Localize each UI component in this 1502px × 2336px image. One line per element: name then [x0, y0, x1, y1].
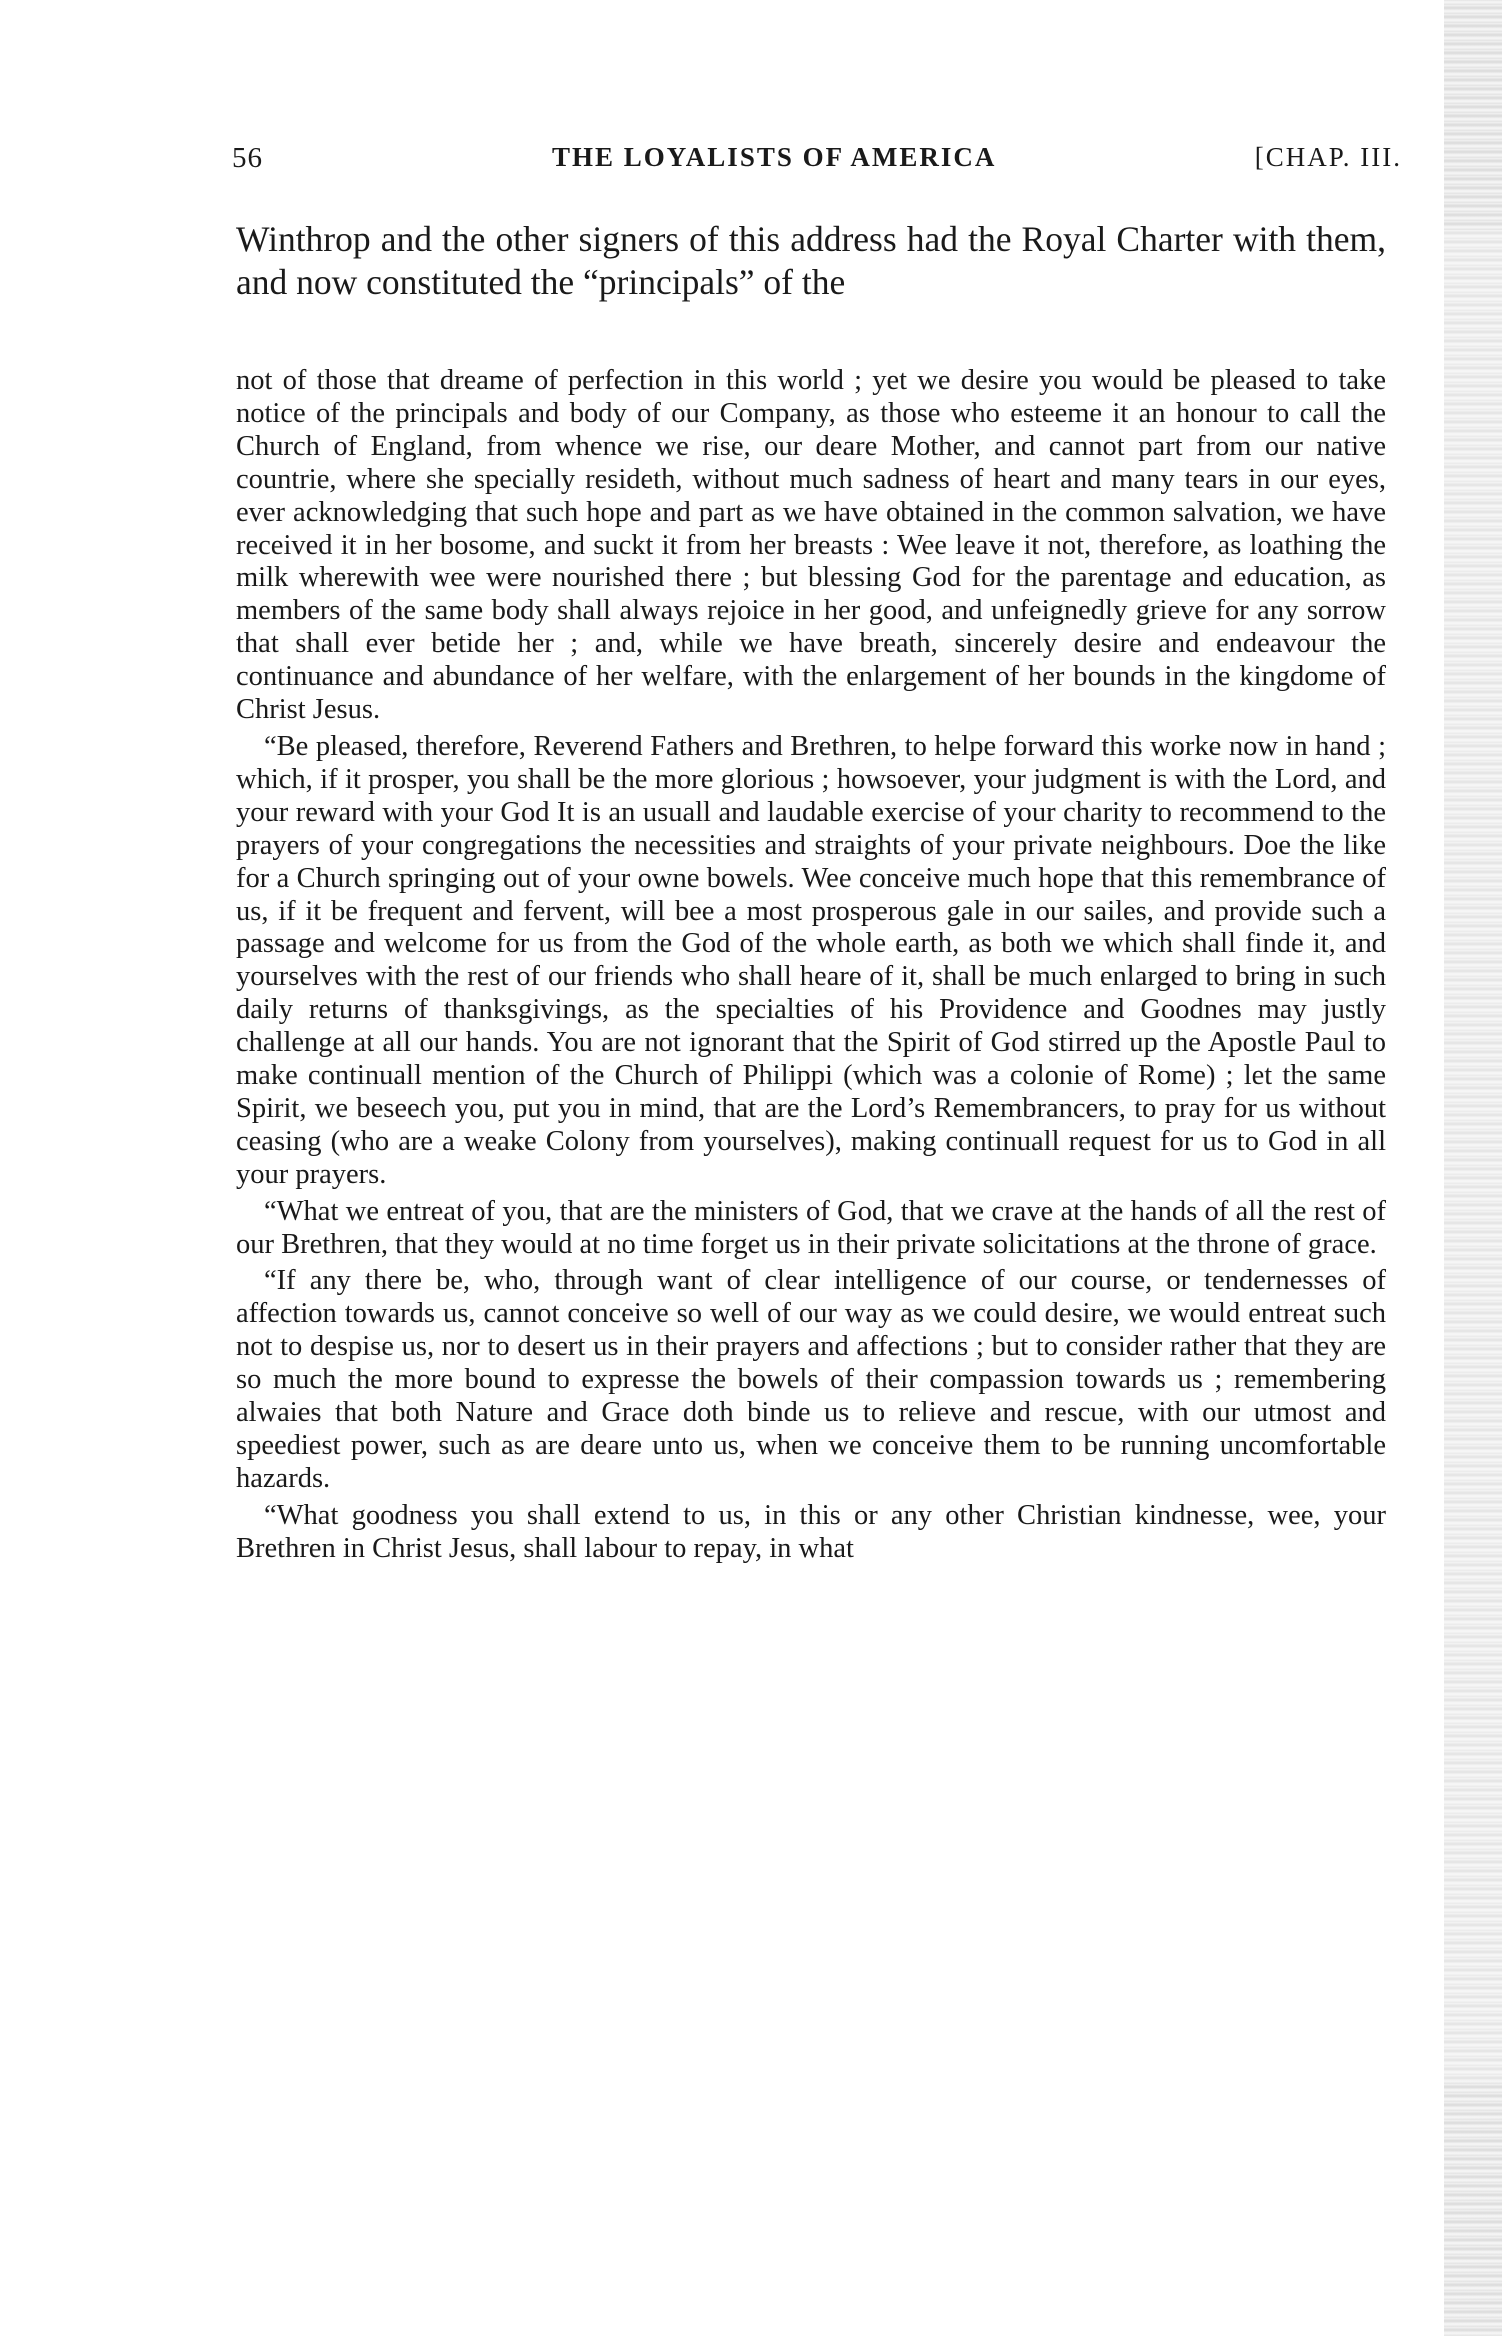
quote-paragraph: “Be pleased, therefore, Reverend Fathers and Brethren, to helpe forward this worke now in hand ; which, if it prosper, you shall be the more glorious ; howsoever, your judgment is with the Lord, and your reward with your God It is an usuall and laudable exercise of your charity to recommend to the prayers of your congregations the necessities and straights of your private neighbours. Doe the like for a Church springing out of your owne bowels. Wee conceive much hope that this remembrance of us, if it be frequent and fervent, will bee a most prosperous gale in our sailes, and provide such a passage and welcome for us from the God of the whole earth, as both we which shall finde it, and yourselves with the rest of our friends who shall heare of it, shall be much enlarged to bring in such daily returns of thanksgivings, as the specialties of his Providence and Goodnes may justly challenge at all our hands. You are not ignorant that the Spirit of God stirred up the Apostle Paul to make continuall mention of the Church of Philippi (which was a colonie of Rome) ; let the same Spirit, we beseech you, put you in mind, that are the Lord’s Remembrancers, to pray for us without ceasing (who are a weake Colony from yourselves), making continuall request for us to God in all your prayers. — [236, 730, 1386, 1190]
quote-paragraph: “If any there be, who, through want of clear intelligence of our course, or tendernesses of affection towards us, cannot conceive so well of our way as we could desire, we would entreat such not to despise us, nor to desert us in their prayers and affections ; but to consider rather that they are so much the more bound to expresse the bowels of their compassion towards us ; remembering alwaies that both Nature and Grace doth binde us to relieve and rescue, with our utmost and speediest power, such as are deare unto us, when we conceive them to be running uncomfortable hazards. — [236, 1265, 1386, 1494]
page-number: 56 — [232, 142, 263, 174]
chapter-label: [CHAP. III. — [1254, 142, 1402, 172]
page-edge-scan-shadow-top — [1444, 0, 1502, 230]
quoted-address — [236, 365, 1386, 1566]
running-header — [232, 142, 1402, 182]
quote-paragraph: “What goodness you shall extend to us, in this or any other Christian kindnesse, wee, your Brethren in Christ Jesus, shall labour to repay, in what — [236, 1499, 1386, 1564]
page-edge-scan-shadow-bottom — [1444, 2080, 1502, 2336]
page-edge-scan-shadow — [1444, 0, 1502, 2336]
quote-paragraph: “What we entreat of you, that are the ministers of God, that we crave at the hands of all the rest of our Brethren, that they would at no time forget us in their private solicitations at the throne of grace. — [236, 1195, 1386, 1260]
running-title: THE LOYALISTS OF AMERICA — [552, 142, 997, 172]
body-paragraph: Winthrop and the other signers of this address had the Royal Charter with them, and now constituted the “principals” of the — [236, 219, 1386, 302]
quote-paragraph: not of those that dreame of perfection in this world ; yet we desire you would be pleased to take notice of the principals and body of our Company, as those who esteeme it an honour to call the Church of England, from whence we rise, our deare Mother, and cannot part from our native countrie, where she specially resideth, without much sadness of heart and many tears in our eyes, ever acknowledging that such hope and part as we have obtained in the common salvation, we have received it in her bosome, and suckt it from her breasts : Wee leave it not, therefore, as loathing the milk wherewith wee were nourished there ; but blessing God for the parentage and education, as members of the same body shall always rejoice in her good, and unfeignedly grieve for any sorrow that shall ever betide her ; and, while we have breath, sincerely desire and endeavour the continuance and abundance of her welfare, with the enlargement of her bounds in the kingdome of Christ Jesus. — [236, 365, 1386, 726]
